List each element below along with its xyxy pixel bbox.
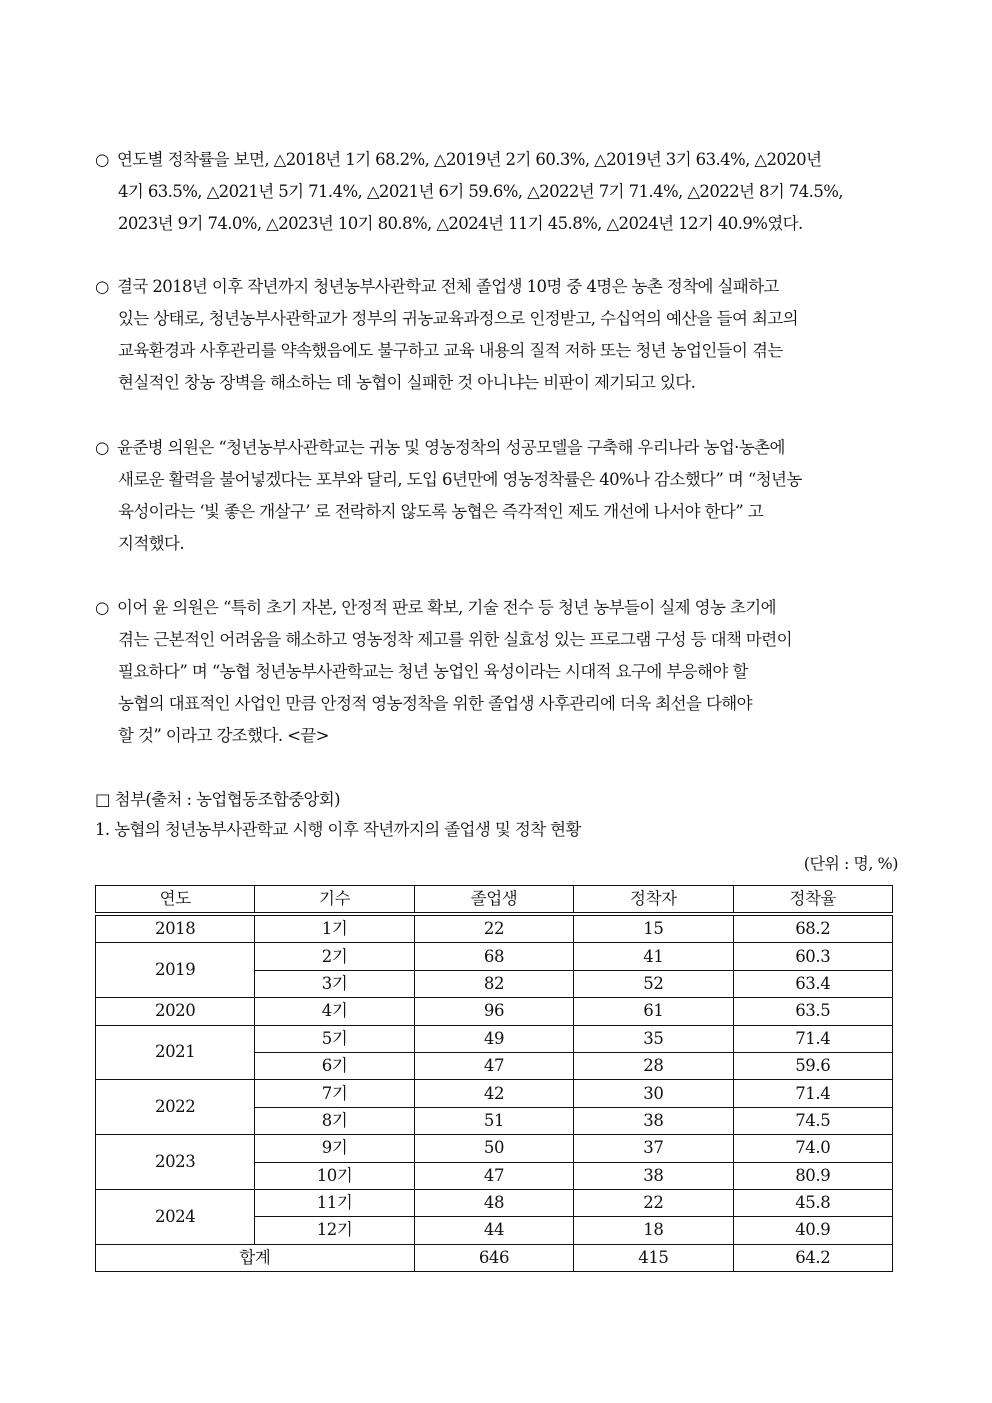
- graduates-settlement-table: [95, 885, 893, 1272]
- total-rate: 64.2: [733, 1244, 892, 1271]
- paragraph-line: [95, 335, 900, 367]
- cell-graduates: 47: [414, 1162, 573, 1189]
- cell-settled: 18: [574, 1217, 733, 1244]
- cell-graduates: 42: [414, 1080, 573, 1107]
- paragraph-line: [95, 656, 900, 688]
- cell-rate: 45.8: [733, 1189, 892, 1216]
- cell-graduates: 68: [414, 943, 573, 970]
- paragraph-line: [95, 624, 900, 656]
- cell-graduates: 22: [414, 914, 573, 943]
- cell-cohort: 9기: [255, 1135, 414, 1162]
- cell-rate: 60.3: [733, 943, 892, 970]
- cell-rate: 71.4: [733, 1025, 892, 1052]
- paragraph-lawmaker-emphasis: [95, 592, 900, 752]
- cell-graduates: 47: [414, 1052, 573, 1079]
- paragraph-line-text: 연도별 정착률을 보면, △2018년 1기 68.2%, △2019년 2기 60.3%, △2019년 3기 63.4%, △2020년: [117, 150, 822, 169]
- cell-cohort: 4기: [255, 998, 414, 1025]
- cell-cohort: 12기: [255, 1217, 414, 1244]
- paragraph-line: [95, 592, 900, 624]
- paragraph-line: [95, 496, 900, 528]
- table-body: [96, 914, 893, 1244]
- table-row: [96, 914, 893, 943]
- cell-year: 2018: [96, 914, 255, 943]
- header-rate: 정착율: [733, 886, 892, 915]
- cell-settled: 22: [574, 1189, 733, 1216]
- cell-graduates: 50: [414, 1135, 573, 1162]
- paragraph-line-text: 농협의 대표적인 사업인 만큼 안정적 영농정착을 위한 졸업생 사후관리에 더욱 최선을 다해야: [118, 694, 752, 713]
- cell-rate: 80.9: [733, 1162, 892, 1189]
- paragraph-line-text: 윤준병 의원은 “청년농부사관학교는 귀농 및 영농정착의 성공모델을 구축해 우리나라 농업·농촌에: [117, 438, 785, 457]
- cell-year: 2021: [96, 1025, 255, 1080]
- table-row: [96, 1135, 893, 1162]
- paragraph-line-text: 겪는 근본적인 어려움을 해소하고 영농정착 제고를 위한 실효성 있는 프로그램 구성 등 대책 마련이: [118, 630, 792, 649]
- cell-cohort: 6기: [255, 1052, 414, 1079]
- table-row: [96, 1080, 893, 1107]
- cell-rate: 59.6: [733, 1052, 892, 1079]
- cell-rate: 63.5: [733, 998, 892, 1025]
- cell-rate: 40.9: [733, 1217, 892, 1244]
- cell-graduates: 96: [414, 998, 573, 1025]
- paragraph-line-text: 현실적인 창농 장벽을 해소하는 데 농협이 실패한 것 아니냐는 비판이 제기되고 있다.: [118, 373, 696, 392]
- paragraph-line-text: 할 것” 이라고 강조했다. <끝>: [118, 726, 329, 745]
- table-row: [96, 1189, 893, 1216]
- cell-year: 2020: [96, 998, 255, 1025]
- paragraph-line-text: 있는 상태로, 청년농부사관학교가 정부의 귀농교육과정으로 인정받고, 수십억의 예산을 들여 최고의: [118, 309, 798, 328]
- paragraph-lawmaker-quote: [95, 432, 900, 560]
- cell-year: 2024: [96, 1189, 255, 1244]
- cell-settled: 52: [574, 970, 733, 997]
- cell-rate: 68.2: [733, 914, 892, 943]
- total-settled: 415: [574, 1244, 733, 1271]
- circle-bullet-icon: ○: [95, 277, 109, 296]
- paragraph-line-text: 지적했다.: [118, 534, 185, 553]
- cell-settled: 38: [574, 1162, 733, 1189]
- table-row: [96, 998, 893, 1025]
- paragraph-line-text: 2023년 9기 74.0%, △2023년 10기 80.8%, △2024년 11기 45.8%, △2024년 12기 40.9%였다.: [118, 214, 803, 233]
- checkbox-square-icon: □: [95, 790, 110, 809]
- cell-graduates: 82: [414, 970, 573, 997]
- cell-year: 2019: [96, 943, 255, 998]
- table-title: 1. 농협의 청년농부사관학교 시행 이후 작년까지의 졸업생 및 정착 현황: [95, 820, 581, 839]
- attachment-heading: [95, 785, 340, 815]
- cell-settled: 35: [574, 1025, 733, 1052]
- total-graduates: 646: [414, 1244, 573, 1271]
- paragraph-line-text: 4기 63.5%, △2021년 5기 71.4%, △2021년 6기 59.6%, △2022년 7기 71.4%, △2022년 8기 74.5%,: [118, 182, 843, 201]
- cell-graduates: 44: [414, 1217, 573, 1244]
- paragraph-settlement-rates: [95, 144, 900, 240]
- cell-rate: 74.0: [733, 1135, 892, 1162]
- table-row: [96, 1025, 893, 1052]
- paragraph-line-text: 결국 2018년 이후 작년까지 청년농부사관학교 전체 졸업생 10명 중 4명은 농촌 정착에 실패하고: [117, 277, 779, 296]
- cell-graduates: 51: [414, 1107, 573, 1134]
- paragraph-line: [95, 144, 900, 176]
- cell-graduates: 49: [414, 1025, 573, 1052]
- cell-graduates: 48: [414, 1189, 573, 1216]
- cell-year: 2023: [96, 1135, 255, 1190]
- cell-cohort: 7기: [255, 1080, 414, 1107]
- paragraph-line: [95, 303, 900, 335]
- cell-settled: 30: [574, 1080, 733, 1107]
- paragraph-line: [95, 432, 900, 464]
- cell-rate: 63.4: [733, 970, 892, 997]
- cell-cohort: 5기: [255, 1025, 414, 1052]
- cell-cohort: 2기: [255, 943, 414, 970]
- paragraph-line: [95, 528, 900, 560]
- table-header-row: [96, 886, 893, 915]
- header-cohort: 기수: [255, 886, 414, 915]
- cell-rate: 71.4: [733, 1080, 892, 1107]
- cell-cohort: 11기: [255, 1189, 414, 1216]
- paragraph-line: [95, 367, 900, 399]
- cell-settled: 61: [574, 998, 733, 1025]
- total-label: 합계: [96, 1244, 415, 1271]
- paragraph-line-text: 교육환경과 사후관리를 약속했음에도 불구하고 교육 내용의 질적 저하 또는 청년 농업인들이 겪는: [118, 341, 783, 360]
- attachment-source-label: 첨부(출처 : 농업협동조합중앙회): [114, 790, 340, 809]
- paragraph-line: [95, 688, 900, 720]
- circle-bullet-icon: ○: [95, 598, 109, 617]
- circle-bullet-icon: ○: [95, 438, 109, 457]
- paragraph-line: [95, 271, 900, 303]
- header-year: 연도: [96, 886, 255, 915]
- cell-year: 2022: [96, 1080, 255, 1135]
- table-total-row: [96, 1244, 893, 1271]
- header-graduates: 졸업생: [414, 886, 573, 915]
- cell-settled: 41: [574, 943, 733, 970]
- paragraph-failure-criticism: [95, 271, 900, 399]
- cell-cohort: 10기: [255, 1162, 414, 1189]
- cell-cohort: 3기: [255, 970, 414, 997]
- paragraph-line: [95, 208, 900, 240]
- table-row: [96, 943, 893, 970]
- unit-note: (단위 : 명, %): [803, 854, 898, 873]
- cell-cohort: 8기: [255, 1107, 414, 1134]
- cell-settled: 38: [574, 1107, 733, 1134]
- circle-bullet-icon: ○: [95, 150, 109, 169]
- cell-settled: 15: [574, 914, 733, 943]
- paragraph-line-text: 이어 윤 의원은 “특히 초기 자본, 안정적 판로 확보, 기술 전수 등 청년 농부들이 실제 영농 초기에: [117, 598, 776, 617]
- paragraph-line: [95, 720, 900, 752]
- header-settled: 정착자: [574, 886, 733, 915]
- cell-settled: 28: [574, 1052, 733, 1079]
- paragraph-line: [95, 176, 900, 208]
- paragraph-line-text: 새로운 활력을 불어넣겠다는 포부와 달리, 도입 6년만에 영농정착률은 40%나 감소했다” 며 “청년농: [118, 470, 802, 489]
- cell-cohort: 1기: [255, 914, 414, 943]
- cell-rate: 74.5: [733, 1107, 892, 1134]
- paragraph-line: [95, 464, 900, 496]
- cell-settled: 37: [574, 1135, 733, 1162]
- paragraph-line-text: 필요하다” 며 “농협 청년농부사관학교는 청년 농업인 육성이라는 시대적 요구에 부응해야 할: [118, 662, 748, 681]
- paragraph-line-text: 육성이라는 ‘빛 좋은 개살구’ 로 전락하지 않도록 농협은 즉각적인 제도 개선에 나서야 한다” 고: [118, 502, 764, 521]
